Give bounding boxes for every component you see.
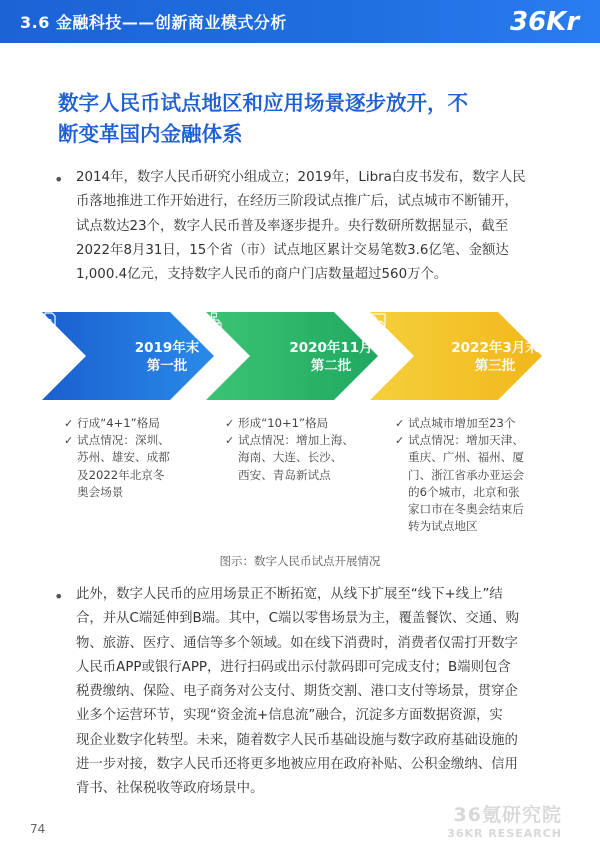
stage-2-date: 2020年11月 [289, 340, 373, 356]
paragraph-line: 人民币APP或银行APP，进行扫码或出示付款码即可完成支付；B端则包含 [76, 659, 511, 675]
paragraph-2 [76, 583, 556, 802]
paragraph-1 [76, 166, 556, 287]
detail-item: ✓ 行成“4+1”格局 [64, 415, 194, 432]
check-icon: ✓ [395, 434, 405, 448]
stage-1-details [64, 415, 194, 501]
headline [58, 88, 558, 150]
headline-line-2: 断变革国内金融体系 [58, 122, 243, 146]
svg-text:P: P [47, 318, 52, 326]
bullet-marker-1: • [54, 170, 64, 189]
paragraph-line: 业多个运营环节，实现“资金流+信息流”融合，沉淀多方面数据资源，实 [76, 708, 503, 724]
detail-item: ✓ 试点城市增加至23个 [395, 415, 545, 432]
detail-item: ✓ 试点情况：增加天津、 重庆、广州、福州、厦 门、浙江省承办亚运会 的6个城市，北京和张 家口市在冬奥会结束后 转为试点地区 [395, 433, 524, 534]
watermark-en: 36KR RESEARCH [447, 827, 562, 840]
detail-item: ✓ 试点情况：增加上海、 海南、大连、长沙、 西安、青岛新试点 [225, 433, 354, 482]
headline-line-1: 数字人民币试点地区和应用场景逐步放开，不 [58, 91, 468, 115]
stage-3-label [440, 339, 550, 375]
stage-3-batch: 第三批 [474, 358, 516, 374]
paragraph-line: 1,000.4亿元，支持数字人民币的商户门店数量超过560万个。 [76, 267, 448, 283]
stage-1-batch: 第一批 [146, 358, 188, 374]
check-icon: ✓ [225, 434, 235, 448]
paragraph-line: 试点数达23个，数字人民币普及率逐步提升。央行数研所数据显示，截至 [76, 218, 509, 234]
timeline-stage-1 [42, 312, 214, 400]
stage-2-batch: 第二批 [310, 358, 352, 374]
header-bar [0, 0, 600, 43]
paragraph-line: 进一步对接，数字人民币还将更多地被应用在政府补贴、公积金缴纳、信用 [76, 757, 518, 773]
detail-item: ✓ 试点情况：深圳、 苏州、雄安、成都 及2022年北京冬 奥会场景 [64, 433, 170, 499]
paragraph-line: 现企业数字化转型。未来，随着数字人民币基础设施与数字政府基础设施的 [76, 732, 518, 748]
detail-item: ✓ 形成“10+1”格局 [225, 415, 375, 432]
section-title: 3.6 金融科技——创新商业模式分析 [20, 13, 287, 32]
check-icon: ✓ [225, 417, 235, 430]
timeline-stage-3 [370, 312, 542, 400]
paragraph-line: 币落地推进工作开始进行，在经历三阶段试点推广后，试点城市不断铺开， [76, 194, 518, 210]
paragraph-line: 物、旅游、医疗、通信等多个领域。如在线下消费时，消费者仅需打开数字 [76, 635, 518, 651]
figure-caption: 图示：数字人民币试点开展情况 [219, 554, 381, 568]
brand-logo-icon [508, 2, 586, 42]
watermark-cn: 36氪研究院 [453, 804, 562, 826]
timeline-stage-2 [206, 312, 378, 400]
page-number: 74 [30, 822, 46, 836]
paragraph-line: 此外，数字人民币的应用场景正不断拓宽，从线下扩展至“线下+线上”结 [76, 587, 503, 602]
paragraph-line: 2022年8月31日，15个省（市）试点地区累计交易笔数3.6亿笔、金额达 [76, 242, 509, 258]
stage-2-details [225, 415, 375, 484]
bullet-marker-2: • [54, 587, 64, 606]
paragraph-line: 背书、社保税收等政府场景中。 [76, 781, 264, 797]
svg-text:36Kr: 36Kr [510, 7, 580, 37]
document-icon [42, 312, 58, 328]
image-icon [370, 312, 386, 328]
stage-3-date: 2022年3月末 [451, 340, 539, 356]
paragraph-line: 合，并从C端延伸到B端。其中，C端以零售场景为主，覆盖餐饮、交通、购 [76, 611, 519, 627]
stage-3-details [395, 415, 545, 535]
check-icon: ✓ [64, 434, 74, 448]
paragraph-line: 税费缴纳、保险、电子商务对公支付、期货交割、港口支付等场景，贯穿企 [76, 684, 518, 700]
network-icon [206, 312, 222, 328]
watermark [447, 800, 562, 840]
check-icon: ✓ [64, 417, 74, 430]
check-icon: ✓ [395, 417, 405, 430]
paragraph-line: 2014年，数字人民币研究小组成立；2019年，Libra白皮书发布，数字人民 [76, 170, 526, 185]
stage-1-date: 2019年末 [134, 340, 200, 356]
